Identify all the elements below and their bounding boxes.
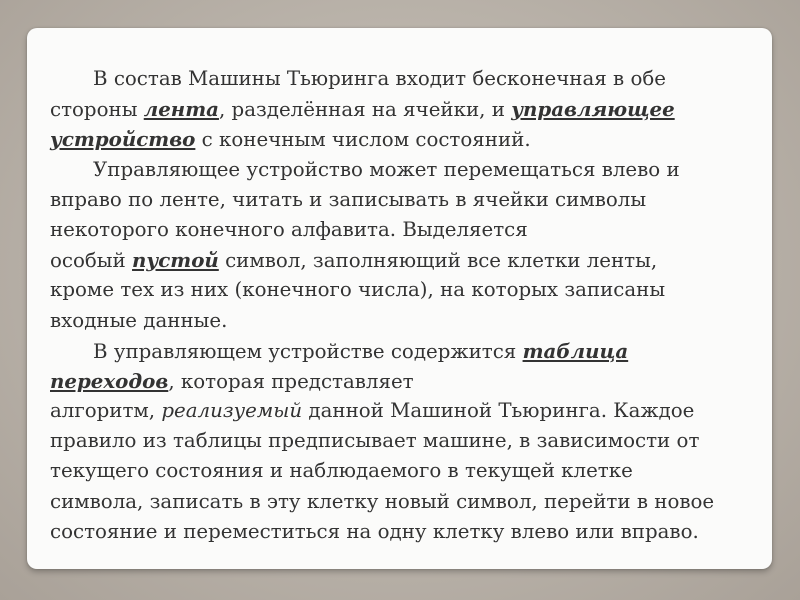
text-run: , которая представляет xyxy=(168,369,414,393)
text-run: текущего состояния и наблюдаемого в текущей клетке xyxy=(50,459,633,483)
text-run: символ, заполняющий все клетки ленты, xyxy=(218,249,658,273)
paragraph-3-line-4 xyxy=(50,426,765,456)
slide-text xyxy=(50,64,765,547)
text-run: стороны xyxy=(50,98,144,122)
paragraph-2-line-6 xyxy=(50,306,765,336)
text-run: , разделённая на ячейки, и xyxy=(218,98,512,122)
text-run: Управляющее устройство может перемещаться влево и xyxy=(93,157,680,181)
term-control-unit-part2: устройство xyxy=(50,127,196,152)
paragraph-3-line-5 xyxy=(50,456,765,486)
term-transition-table-part2: переходов xyxy=(50,368,169,393)
term-tape: лента xyxy=(143,97,219,122)
term-transition-table-part1: таблица xyxy=(522,338,629,363)
paragraph-2-line-4 xyxy=(50,245,765,275)
text-run: входные данные. xyxy=(50,308,228,332)
text-run: с конечным числом состояний. xyxy=(195,128,531,152)
paragraph-1-line-2 xyxy=(50,94,765,124)
paragraph-3-line-1 xyxy=(50,336,765,366)
paragraph-3-line-6 xyxy=(50,487,765,517)
paragraph-2-line-1 xyxy=(50,155,765,185)
paragraph-2-line-2 xyxy=(50,185,765,215)
text-run: символа, записать в эту клетку новый символ, перейти в новое xyxy=(50,489,715,513)
paragraph-3-line-7 xyxy=(50,517,765,547)
text-run: данной Машиной Тьюринга. Каждое xyxy=(302,399,695,423)
text-run: некоторого конечного алфавита. Выделяется xyxy=(50,217,528,241)
text-run: состояние и переместиться на одну клетку влево или вправо. xyxy=(50,519,699,543)
paragraph-1-line-1 xyxy=(50,64,765,94)
term-control-unit-part1: управляющее xyxy=(511,97,675,122)
italic-word: реализуемый xyxy=(161,399,303,423)
text-run: В управляющем устройстве содержится xyxy=(93,339,523,363)
text-run: кроме тех из них (конечного числа), на которых записаны xyxy=(50,278,666,302)
text-run: правило из таблицы предписывает машине, в зависимости от xyxy=(50,429,700,453)
paragraph-2-line-5 xyxy=(50,275,765,305)
text-run: В состав Машины Тьюринга входит бесконечная в обе xyxy=(93,67,666,90)
paragraph-1-line-3 xyxy=(50,124,765,154)
text-run: вправо по ленте, читать и записывать в ячейки символы xyxy=(50,187,647,211)
paragraph-3-line-3 xyxy=(50,396,765,426)
paragraph-2-line-3 xyxy=(50,215,765,245)
term-blank-symbol: пустой xyxy=(132,248,219,273)
text-run: особый xyxy=(50,249,133,273)
text-run: алгоритм, xyxy=(50,399,162,423)
paragraph-3-line-2 xyxy=(50,366,765,396)
